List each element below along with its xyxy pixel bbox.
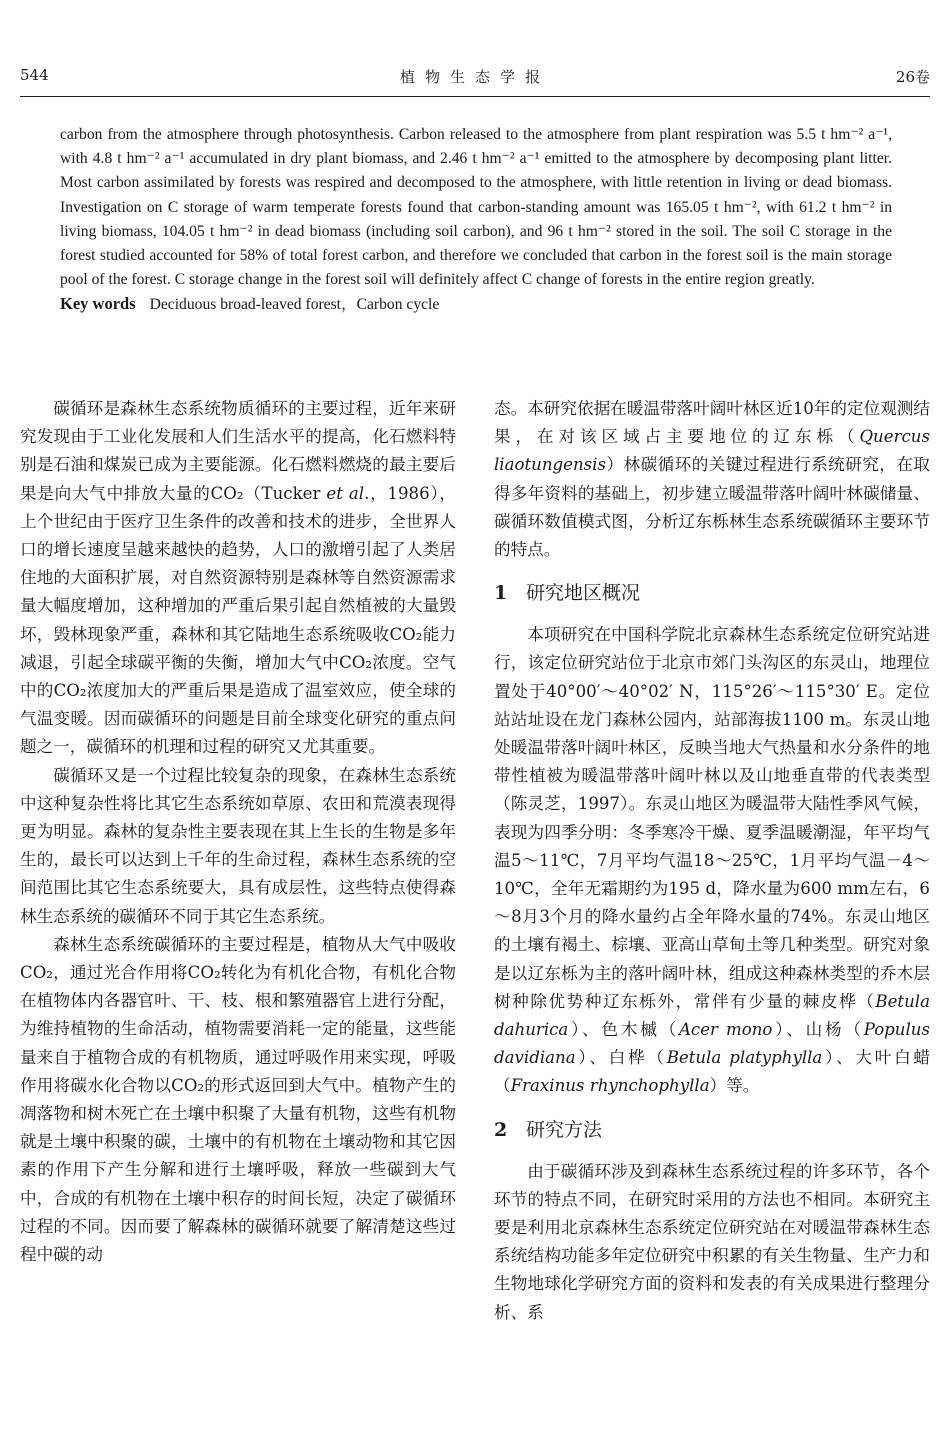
- section-heading: [494, 578, 930, 608]
- species-name: Acer mono: [678, 1020, 773, 1040]
- text-run: 本项研究在中国科学院北京森林生态系统定位研究站进行，该定位研究站位于北京市郊门头沟区的东灵山，地理位置处于40°00′～40°02′ N，115°26′～115°30′ E。定位站站址设在龙门森林公园内，站部海拔1100 m。东灵山地处暖温带落叶阔叶林区，反映当地大气热量和水分条件的地带性植被为暖温带落叶阔叶林以及山地垂直带的代表类型（陈灵芝，1997）。东灵山地区为暖温带大陆性季风气候，表现为四季分明：冬季寒冷干燥、夏季温暖潮湿，年平均气温5～11℃，7月平均气温18～25℃，1月平均气温－4～10℃，全年无霜期约为195 d，降水量为600 mm左右，6～8月3个月的降水量约占全年降水量的74%。东灵山地区的土壤有褐土、棕壤、亚高山草甸土等几种类型。研究对象是以辽东栎为主的落叶阔叶林，组成这种森林类型的乔木层树种除优势种辽东栎外，常伴有少量的棘皮桦（: [494, 625, 930, 1011]
- species-name: Fraxinus rhynchophylla: [510, 1076, 710, 1096]
- text-run: ）、山杨（: [772, 1020, 864, 1040]
- text-run: ）、大叶白蜡（: [494, 1048, 930, 1096]
- text-run: ）林碳循环的关键过程进行系统研究，在取得多年资料的基础上，初步建立暖温带落叶阔叶林碳储量、碳循环数值模式图，分析辽东栎林生态系统碳循环主要环节的特点。: [494, 455, 930, 560]
- paragraph: [494, 395, 930, 564]
- species-name: Quercus liaotungensis: [494, 427, 930, 475]
- species-name: Betula platyphylla: [666, 1048, 823, 1068]
- keywords-line: [60, 292, 892, 317]
- keywords-label: Key words: [60, 294, 136, 314]
- section-number: 2: [494, 1118, 508, 1141]
- section-number: 1: [494, 582, 508, 605]
- species-name: Betula dahurica: [494, 991, 930, 1040]
- abstract-text: carbon from the atmosphere through photosynthesis. Carbon released to the atmosphere from plant respiration was 5.5 t hm⁻² a⁻¹, with 4.8 t hm⁻² a⁻¹ accumulated in dry plant biomass, and 2.46 t hm⁻² a⁻¹ emitted to the atmosphere by decomposing plant litter. Most carbon assimilated by forests was respired and decomposed to the atmosphere, with little retention in living or dead biomass. Investigation on C storage of warm temperate forests found that carbon-standing amount was 165.05 t hm⁻², with 61.2 t hm⁻² in living biomass, 104.05 t hm⁻² in dead biomass (including soil carbon), and 96 t hm⁻² stored in the soil. The soil C storage in the forest studied accounted for 58% of total forest carbon, and therefore we concluded that carbon in the forest soil is the main storage pool of the forest. C storage change in the forest soil will definitely affect C change of forests in the entire region greatly.: [60, 126, 892, 289]
- citation-etal: et al: [326, 483, 365, 503]
- keywords-value: Deciduous broad-leaved forest，Carbon cycle: [149, 296, 440, 314]
- text-run: .，1986），上个世纪由于医疗卫生条件的改善和技术的进步，全世界人口的增长速度呈越来越快的趋势，人口的激增引起了人类居住地的大面积扩展，对自然资源特别是森林等自然资源需求量大幅度增加，这种增加的严重后果引起自然植被的大量毁坏，毁林现象严重，森林和其它陆地生态系统吸收CO₂能力减退，引起全球碳平衡的失衡，增加大气中CO₂浓度。空气中的CO₂浓度加大的严重后果是造成了温室效应，使全球的气温变暖。因而碳循环的问题是目前全球变化研究的重点问题之一，碳循环的机理和过程的研究又尤其重要。: [20, 483, 456, 757]
- text-run: ）、白桦（: [575, 1048, 667, 1068]
- paragraph: 森林生态系统碳循环的主要过程是，植物从大气中吸收CO₂，通过光合作用将CO₂转化为有机化合物，有机化合物在植物体内各器官叶、干、枝、根和繁殖器官上进行分配，为维持植物的生命活动，植物需要消耗一定的能量，这些能量来自于植物合成的有机物质，通过呼吸作用来实现，呼吸作用将碳水化合物以CO₂的形式返回到大气中。植物产生的凋落物和树木死亡在土壤中积聚了大量有机物，这些有机物就是土壤中积聚的碳，土壤中的有机物在土壤动物和其它因素的作用下产生分解和进行土壤呼吸，释放一些碳到大气中，合成的有机物在土壤中积存的时间长短，决定了碳循环过程的不同。因而要了解森林的碳循环就要了解清楚这些过程中碳的动: [20, 934, 456, 1265]
- section-title: 研究地区概况: [526, 582, 641, 605]
- paragraph: 由于碳循环涉及到森林生态系统过程的许多环节，各个环节的特点不同，在研究时采用的方法也不相同。本研究主要是利用北京森林生态系统定位研究站在对暖温带森林生态系统结构功能多年定位研究中积累的有关生物量、生产力和生物地球化学研究方面的资料和发表的有关成果进行整理分析、系: [494, 1161, 930, 1322]
- journal-title: 植物生态学报: [399, 68, 550, 86]
- volume-label: 26卷: [895, 68, 930, 86]
- text-run: 态。本研究依据在暖温带落叶阔叶林区近10年的定位观测结果，在对该区域占主要地位的辽东栎（: [494, 399, 930, 447]
- section-heading: [494, 1115, 930, 1145]
- paragraph: 碳循环又是一个过程比较复杂的现象，在森林生态系统中这种复杂性将比其它生态系统如草原、农田和荒漠表现得更为明显。森林的复杂性主要表现在其上生长的生物是多年生的，最长可以达到上千年的生命过程，森林生态系统的空间范围比其它生态系统要大，具有成层性，这些特点使得森林生态系统的碳循环不同于其它生态系统。: [20, 765, 456, 926]
- right-column: [494, 395, 930, 1327]
- text-run: 碳循环是森林生态系统物质循环的主要过程，近年来研究发现由于工业化发展和人们生活水平的提高，化石燃料特别是石油和煤炭已成为主要能源。化石燃料燃烧的最主要后果是向大气中排放大量的CO₂（Tucker: [20, 399, 456, 503]
- paragraph: [20, 395, 456, 762]
- species-name: Populus davidiana: [494, 1020, 931, 1068]
- header-rule: [20, 96, 930, 97]
- paragraph: [494, 621, 930, 1100]
- running-header: [20, 66, 930, 90]
- english-abstract: [60, 123, 892, 318]
- left-column: [20, 395, 456, 1269]
- text-run: ）等。: [709, 1076, 760, 1096]
- text-run: ）、色木槭（: [568, 1020, 679, 1040]
- page-number: 544: [20, 66, 49, 84]
- section-title: 研究方法: [526, 1118, 603, 1141]
